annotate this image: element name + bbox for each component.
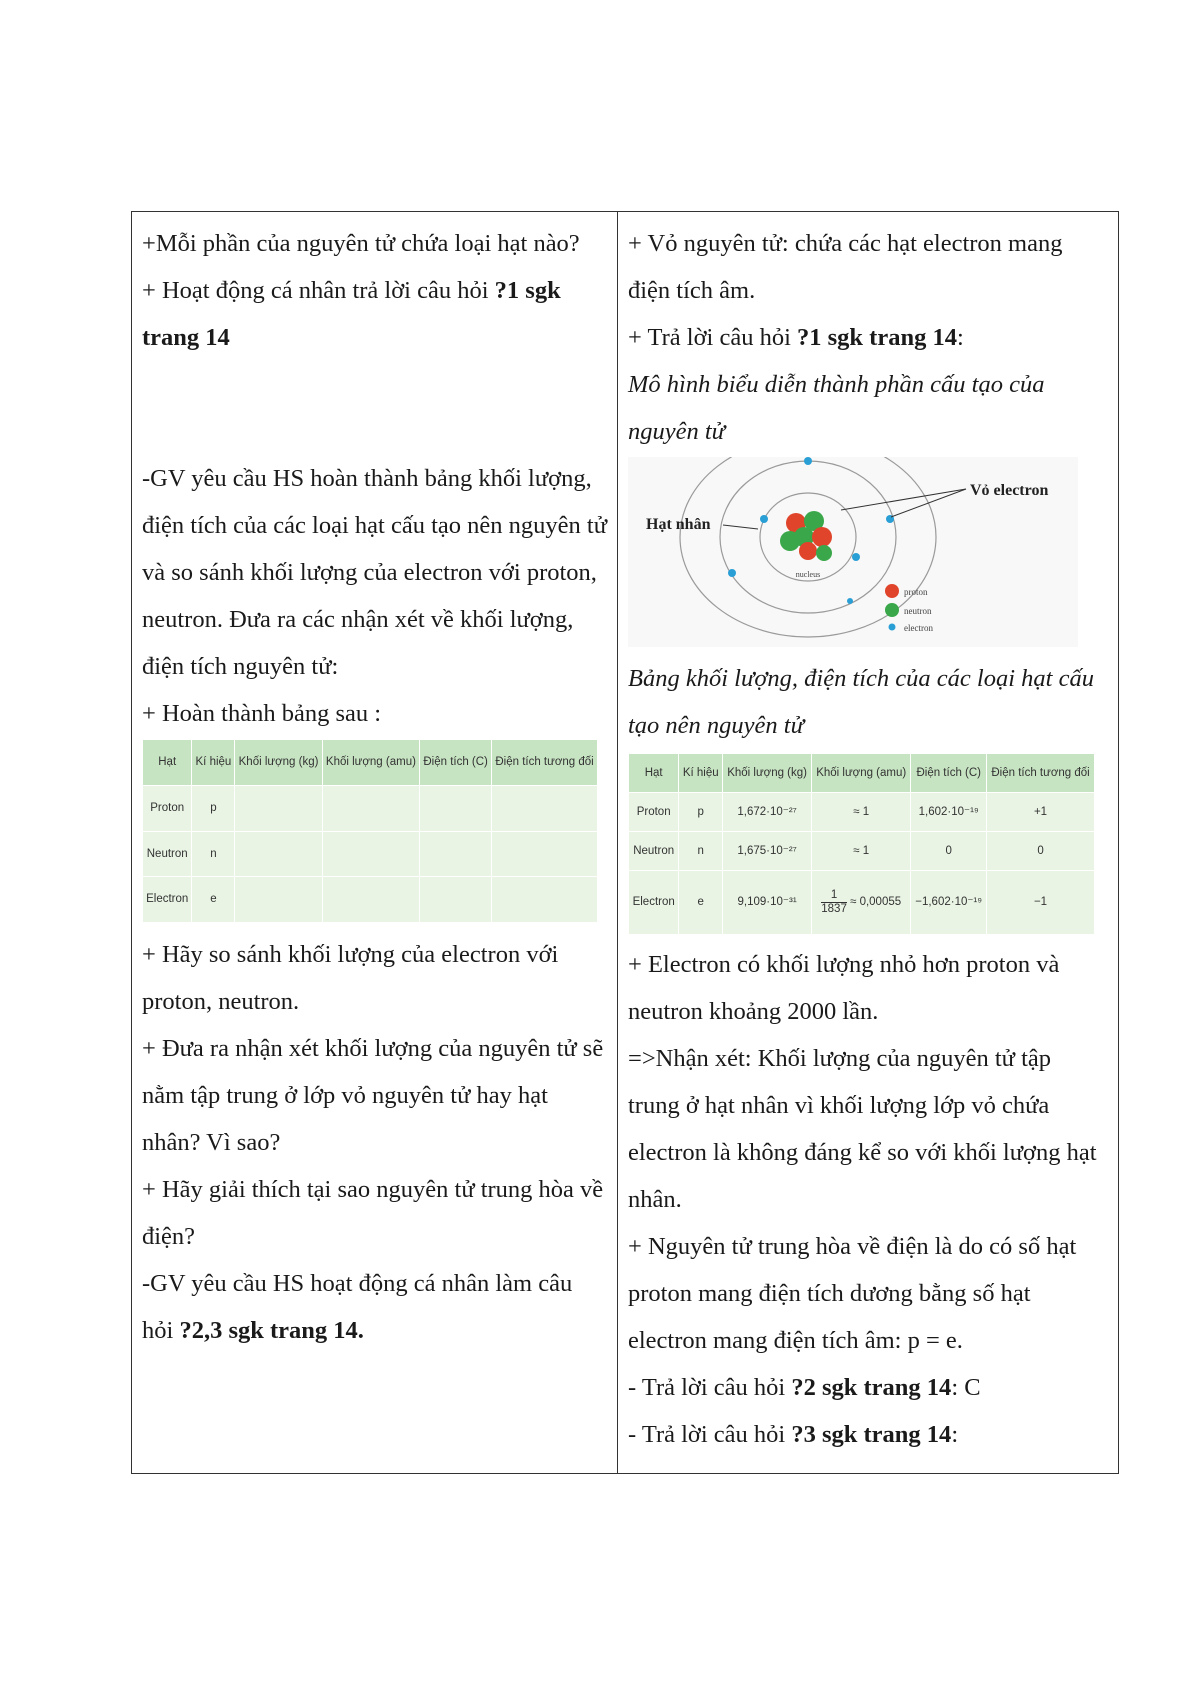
table-header-row: Hạt Kí hiệu Khối lượng (kg) Khối lượng (amu) Điện tích (C) Điện tích tương đối bbox=[143, 740, 597, 785]
table-row: Proton p bbox=[143, 786, 597, 831]
svg-text:neutron: neutron bbox=[904, 606, 932, 616]
fraction: $\frac{1}{1837}$ bbox=[821, 889, 847, 916]
neutron-legend-icon bbox=[885, 603, 899, 617]
shell-description: + Vỏ nguyên tử: chứa các hạt electron mang điện tích âm. bbox=[628, 230, 1063, 304]
complete-table-label: + Hoàn thành bảng sau : bbox=[142, 700, 382, 727]
task-questions-2-3: -GV yêu cầu HS hoạt động cá nhân làm câu hỏi ?2,3 sgk trang 14. bbox=[142, 1270, 573, 1344]
svg-text:electron: electron bbox=[904, 623, 933, 633]
mass-conclusion: =>Nhận xét: Khối lượng của nguyên tử tập trung ở hạt nhân vì khối lượng lớp vỏ chứa electron là không đáng kể so với khối lượng hạt nhân. bbox=[628, 1045, 1097, 1213]
student-activity-column bbox=[618, 212, 1118, 1473]
table-row: Neutron n 1,675·10⁻²⁷ ≈ 1 0 0 bbox=[629, 832, 1094, 870]
teacher-activity-column bbox=[132, 212, 618, 1473]
nucleus-label: Hạt nhân bbox=[646, 516, 711, 533]
blank-particle-table bbox=[142, 739, 598, 923]
nucleus-center-label: nucleus bbox=[795, 570, 821, 579]
question-neutral: + Hãy giải thích tại sao nguyên tử trung hòa về điện? bbox=[142, 1176, 604, 1250]
question-individual: + Hoạt động cá nhân trả lời câu hỏi ?1 sgk trang 14 bbox=[142, 277, 561, 351]
table-row: Proton p 1,672·10⁻²⁷ ≈ 1 1,602·10⁻¹⁹ +1 bbox=[629, 793, 1094, 831]
neutral-explanation: + Nguyên tử trung hòa về điện là do có số hạt proton mang điện tích dương bằng số hạt electron mang điện tích âm: p = e. bbox=[628, 1233, 1077, 1354]
electron-legend-icon bbox=[889, 624, 896, 631]
svg-text:proton: proton bbox=[904, 587, 928, 597]
question-compare-mass: + Hãy so sánh khối lượng của electron với proton, neutron. bbox=[142, 941, 559, 1015]
atom-model-figure bbox=[628, 457, 1078, 647]
table-header-row: Hạt Kí hiệu Khối lượng (kg) Khối lượng (amu) Điện tích (C) Điện tích tương đối bbox=[629, 754, 1094, 792]
shell-label: Vỏ electron bbox=[970, 482, 1049, 499]
table-row: Electron e bbox=[143, 877, 597, 922]
table-caption: Bảng khối lượng, điện tích của các loại hạt cấu tạo nên nguyên tử bbox=[628, 665, 1094, 739]
answer-question-3: - Trả lời câu hỏi ?3 sgk trang 14: bbox=[628, 1421, 959, 1448]
proton-legend-icon bbox=[885, 584, 899, 598]
particle-properties-table bbox=[628, 753, 1095, 935]
question-mass-location: + Đưa ra nhận xét khối lượng của nguyên tử sẽ nằm tập trung ở lớp vỏ nguyên tử hay hạt nhân? Vì sao? bbox=[142, 1035, 604, 1156]
answer-question-1: + Trả lời câu hỏi ?1 sgk trang 14: bbox=[628, 324, 964, 351]
electron-mass-note: + Electron có khối lượng nhỏ hơn proton và neutron khoảng 2000 lần. bbox=[628, 951, 1060, 1025]
content-table bbox=[131, 211, 1119, 1474]
model-caption: Mô hình biểu diễn thành phần cấu tạo của nguyên tử bbox=[628, 371, 1045, 445]
table-row: Electron e 9,109·10⁻³¹ $\frac{1}{1837}$ ≈ 0,00055 −1,602·10⁻¹⁹ −1 bbox=[629, 871, 1094, 934]
question-particles: +Mỗi phần của nguyên tử chứa loại hạt nào? bbox=[142, 230, 580, 257]
blank-space bbox=[142, 361, 607, 455]
table-row: Neutron n bbox=[143, 832, 597, 877]
task-complete-table: -GV yêu cầu HS hoàn thành bảng khối lượng, điện tích của các loại hạt cấu tạo nên nguyên tử và so sánh khối lượng của electron với proton, neutron. Đưa ra các nhận xét về khối lượng, điện tích nguyên tử: bbox=[142, 465, 607, 680]
electron-amu-cell: $\frac{1}{1837}$ ≈ 0,00055 bbox=[812, 871, 910, 934]
answer-question-2: - Trả lời câu hỏi ?2 sgk trang 14: C bbox=[628, 1374, 981, 1401]
